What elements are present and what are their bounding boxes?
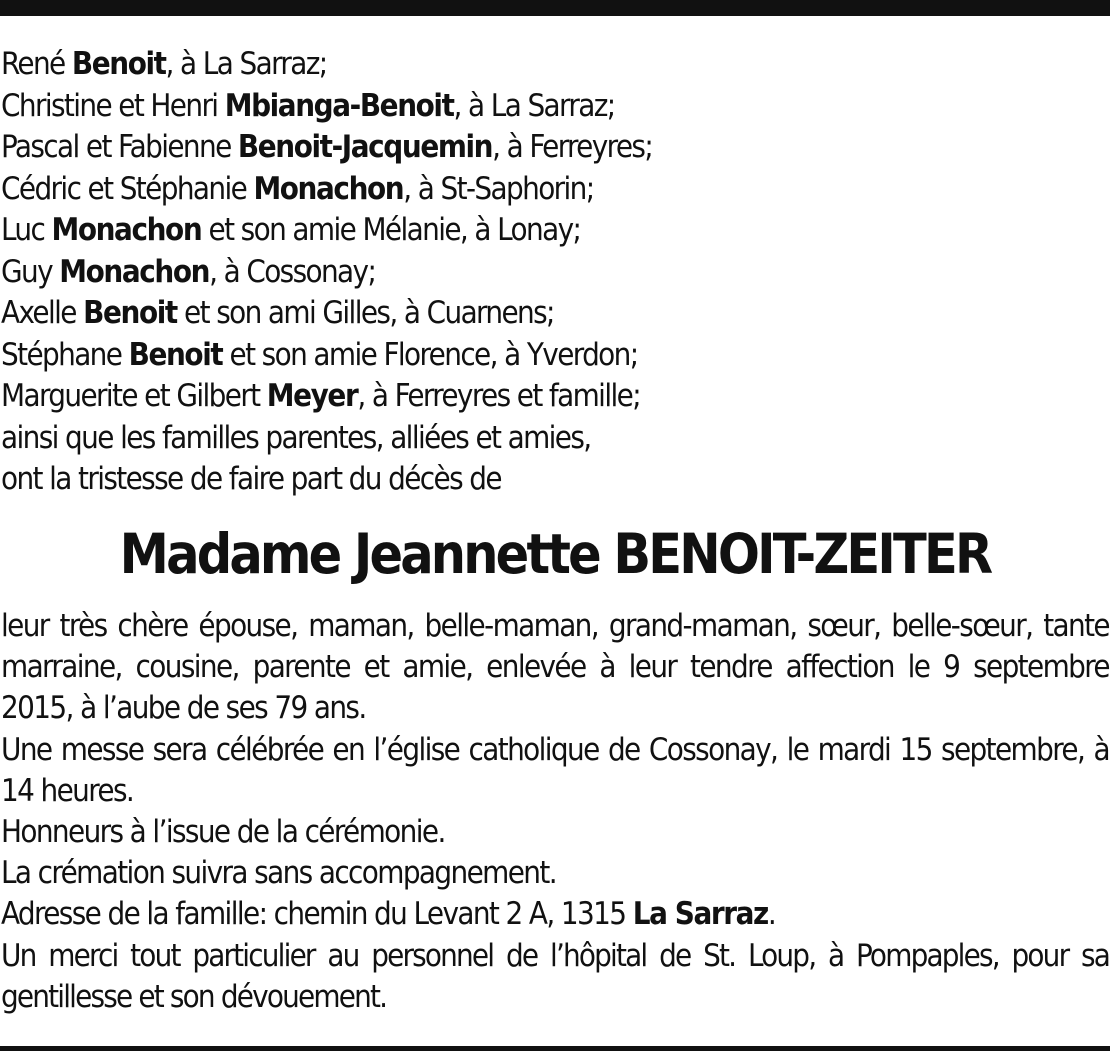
family-address: Adresse de la famille: chemin du Levant 2 A, 1315 La Sarraz.	[1, 896, 776, 933]
thanks-paragraph: Un merci tout particulier au personnel de l’hôpital de St. Loup, à Pompaples, pour sa gentillesse et son dévouement.	[1, 937, 1109, 1015]
family-surname: Benoit-Jacquemin	[237, 129, 493, 165]
family-line: Luc Monachon et son amie Mélanie, à Lonay;	[1, 212, 581, 248]
family-surname: Benoit	[128, 336, 223, 373]
notice-body	[1, 606, 1109, 1018]
honours-line: Honneurs à l’issue de la cérémonie.	[1, 814, 445, 851]
tribute-paragraph: leur très chère épouse, maman, belle-maman, grand-maman, sœur, belle-sœur, tante marraine, cousine, parente et amie, enlevée à leur tendre affection le 9 septembre 2015, à l’aube de ses 79 ans.	[1, 608, 1109, 727]
family-line: Axelle Benoit et son ami Gilles, à Cuarnens;	[1, 295, 554, 331]
deceased-name: Madame Jeannette BENOIT-ZEITER	[119, 522, 991, 586]
family-line: Guy Monachon, à Cossonay;	[1, 253, 376, 290]
family-line: Stéphane Benoit et son amie Florence, à Yverdon;	[1, 336, 638, 373]
family-line: ont la tristesse de faire part du décès de	[1, 461, 501, 497]
family-list	[1, 44, 1101, 501]
family-surname: Meyer	[266, 378, 358, 414]
family-surname: Mbianga-Benoit	[224, 87, 454, 124]
cremation-line: La crémation suivra sans accompagnement.	[1, 855, 556, 892]
family-surname: Monachon	[59, 253, 210, 290]
family-surname: Monachon	[51, 212, 202, 248]
family-surname: Monachon	[253, 170, 404, 207]
family-surname: Benoit	[71, 46, 166, 82]
family-line: Cédric et Stéphanie Monachon, à St-Saphorin;	[1, 170, 594, 207]
address-city: La Sarraz	[632, 896, 768, 933]
bottom-rule	[0, 1046, 1110, 1051]
top-rule	[0, 0, 1110, 16]
family-line: Pascal et Fabienne Benoit-Jacquemin, à Ferreyres;	[1, 129, 653, 165]
family-line: Christine et Henri Mbianga-Benoit, à La Sarraz;	[1, 87, 615, 124]
mass-paragraph: Une messe sera célébrée en l’église catholique de Cossonay, le mardi 15 septembre, à 14 heures.	[1, 731, 1109, 809]
family-line: ainsi que les familles parentes, alliées et amies,	[1, 419, 591, 456]
family-line: René Benoit, à La Sarraz;	[1, 46, 327, 82]
family-line: Marguerite et Gilbert Meyer, à Ferreyres et famille;	[1, 378, 640, 414]
family-surname: Benoit	[83, 295, 177, 331]
